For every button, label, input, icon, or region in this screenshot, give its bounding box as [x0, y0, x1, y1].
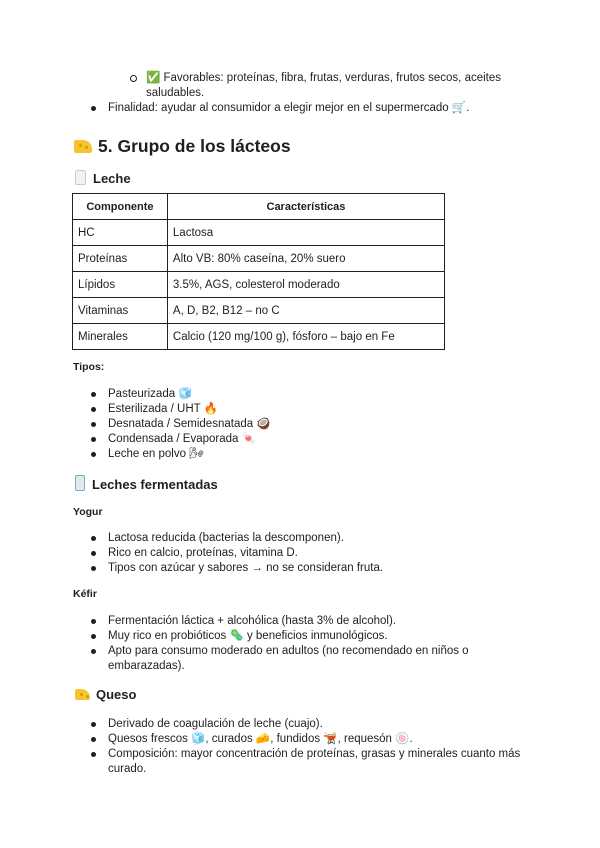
table-row [73, 298, 445, 324]
milk-icon [75, 170, 86, 185]
list-item: Composición: mayor concentración de proteínas, grasas y minerales cuanto más [108, 748, 521, 760]
table-cell: Alto VB: 80% caseína, 20% suero [167, 246, 444, 272]
table-row [73, 272, 445, 298]
list-item: Fermentación láctica + alcohólica (hasta 3% de alcohol). [108, 615, 396, 627]
table-cell: Vitaminas [73, 298, 168, 324]
bottle-icon [75, 475, 85, 491]
sub-list-item [146, 71, 501, 86]
table-row [73, 324, 445, 350]
kefir-label: Kéfir [73, 588, 97, 600]
subsection-heading-fermentadas [75, 475, 218, 493]
subsection-heading-queso [75, 686, 136, 703]
sub-list-item-text: ✅ Favorables: proteínas, fibra, frutas, verduras, frutos secos, aceites [146, 72, 502, 84]
tipos-label: Tipos: [73, 361, 105, 373]
table-header-cell: Componente [73, 194, 168, 220]
table-cell: Calcio (120 mg/100 g), fósforo – bajo en Fe [167, 324, 444, 350]
cheese-icon [74, 140, 92, 153]
composition-table [72, 193, 445, 350]
cheese-icon [75, 689, 90, 700]
list-item [108, 101, 469, 116]
list-item: Leche en polvo 🌬 [108, 448, 204, 460]
table-cell: Lactosa [167, 220, 444, 246]
list-item: Apto para consumo moderado en adultos (no recomendado en niños o [108, 645, 469, 657]
list-item-continuation: curado. [108, 763, 147, 775]
table-cell: 3.5%, AGS, colesterol moderado [167, 272, 444, 298]
sub-list-item-continuation: saludables. [146, 87, 205, 99]
table-cell: Minerales [73, 324, 168, 350]
subsection-title: Queso [96, 687, 137, 702]
table-header-row [73, 194, 445, 220]
table-header-cell: Características [167, 194, 444, 220]
section-heading [74, 135, 291, 157]
list-item: Muy rico en probióticos 🦠 y beneficios inmunológicos. [108, 630, 388, 642]
list-item: Rico en calcio, proteínas, vitamina D. [108, 547, 298, 559]
list-item: Pasteurizada 🧊 [108, 388, 193, 400]
table-cell: Lípidos [73, 272, 168, 298]
section-title: 5. Grupo de los lácteos [98, 136, 291, 156]
list-item: Desnatada / Semidesnatada 🥥 [108, 418, 271, 430]
table-cell: A, D, B2, B12 – no C [167, 298, 444, 324]
list-item: Derivado de coagulación de leche (cuajo). [108, 718, 323, 730]
list-item: Condensada / Evaporada 🍬 [108, 433, 256, 445]
subsection-heading-leche [75, 170, 131, 187]
table-row [73, 246, 445, 272]
subsection-title: Leches fermentadas [92, 477, 218, 492]
yogur-label: Yogur [73, 506, 103, 518]
list-item-continuation: embarazadas). [108, 660, 185, 672]
list-item: Quesos frescos 🧊, curados 🧀, fundidos 🫕, requesón 🍥. [108, 733, 413, 745]
table-cell: HC [73, 220, 168, 246]
list-item: Lactosa reducida (bacterias la descomponen). [108, 532, 344, 544]
list-item: Tipos con azúcar y sabores → no se consideran fruta. [108, 562, 384, 574]
list-item-text: Finalidad: ayudar al consumidor a elegir mejor en el supermercado 🛒. [108, 102, 470, 114]
subsection-title: Leche [93, 171, 131, 186]
table-row [73, 220, 445, 246]
list-item: Esterilizada / UHT 🔥 [108, 403, 218, 415]
table-cell: Proteínas [73, 246, 168, 272]
